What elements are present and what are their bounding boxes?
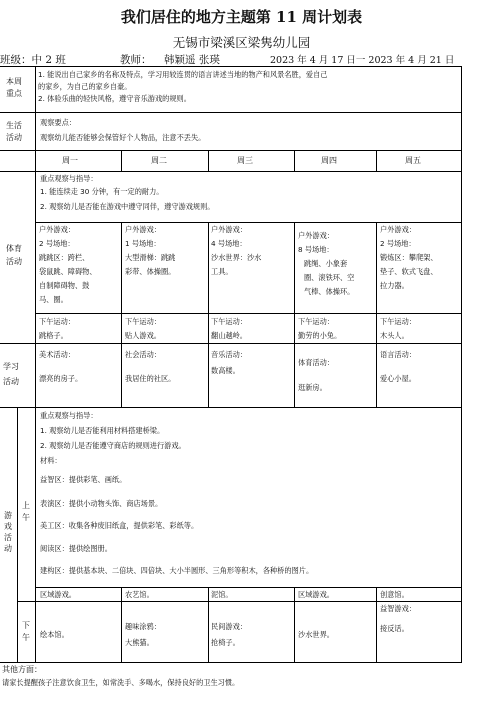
study-wed-title: 数高楼。: [211, 366, 240, 375]
other-text: 请家长提醒孩子注意饮食卫生，如常洗手、多喝水，保持良好的卫生习惯。: [2, 678, 240, 687]
focus-line-3: 2. 体验乐曲的轻快风格，遵守音乐游戏的规则。: [38, 94, 191, 103]
cell-text: 户外游戏：: [211, 225, 247, 234]
page-title: 我们居住的地方主题第 11 周计划表: [120, 8, 363, 26]
cell-text: 1 号场地：: [125, 239, 161, 248]
other-label: 其他方面：: [2, 665, 42, 674]
play-pm-tue-2: 大熊猫。: [125, 638, 154, 647]
play-morning-label: 上午: [22, 501, 30, 522]
study-thu-title: 逛新房。: [298, 383, 327, 392]
play-pm-mon: 绘本馆。: [40, 630, 69, 639]
cell-text: 自制障碍物、鼓: [39, 281, 90, 290]
pe-label-2: 活动: [6, 257, 22, 266]
play-area-thu: 区域游戏。: [298, 590, 334, 599]
pe-afternoon-mon: 跳格子。: [39, 331, 68, 340]
focus-label-1: 本周: [6, 77, 22, 86]
cell-text: 户外游戏：: [380, 225, 416, 234]
play-area-fri: 创意馆。: [380, 590, 409, 599]
play-area-wed: 泥馆。: [211, 590, 233, 599]
cell-text: 户外游戏：: [125, 225, 161, 234]
day-header-mon: 周一: [62, 156, 78, 165]
study-tue-title: 我居住的社区。: [125, 374, 176, 383]
study-thu-type: 体育活动：: [298, 358, 334, 367]
play-afternoon-label: 下午: [22, 621, 30, 642]
cell-text: 8 号场地：: [298, 245, 334, 254]
cell-text: 彩带、体操圈。: [125, 267, 176, 276]
pe-afternoon-tue: 贴人游戏。: [125, 331, 161, 340]
class-label: 班级：中 2 班: [0, 54, 66, 66]
pe-afternoon-fri: 木头人。: [380, 331, 409, 340]
cell-text: 2 号场地：: [39, 239, 75, 248]
play-line-7: 美工区：收集各种废旧纸盒，提供彩笔、彩纸等。: [40, 521, 199, 530]
cell-text: 圈、滚铁环、空: [304, 273, 355, 282]
play-line-4: 材料：: [40, 456, 62, 465]
cell-text: 跳跳区：跨栏、: [39, 253, 90, 262]
cell-text: 2 号场地：: [380, 239, 416, 248]
cell-text: 大型滑梯：跳跳: [125, 253, 176, 262]
cell-text: 跳绳、小象套: [304, 259, 348, 268]
cell-text: 垫子、软式飞盘、: [380, 267, 438, 276]
cell-text: 工具。: [211, 267, 233, 276]
play-pm-fri-2: 接反话。: [380, 624, 409, 633]
pe-line-3: 2. 观察幼儿是否能在游戏中遵守同伴，遵守游戏规则。: [40, 202, 215, 211]
pe-afternoon-mon-label: 下午运动：: [39, 317, 75, 326]
play-pm-wed-2: 抢椅子。: [211, 638, 240, 647]
study-mon-type: 美术活动：: [39, 350, 75, 359]
play-line-9: 建构区：提供基本块、二倍块、四倍块、大小半圆形、三角形等积木，各种桥的图片。: [40, 566, 314, 575]
day-header-fri: 周五: [405, 156, 421, 165]
life-line-2: 观察幼儿能否能够会保管好个人物品，注意不丢失。: [40, 133, 206, 142]
play-pm-fri-1: 益智游戏：: [380, 604, 416, 613]
play-label: 游戏活动: [4, 511, 12, 553]
play-line-2: 1. 观察幼儿是否能利用材料搭建桥梁。: [40, 426, 165, 435]
cell-text: 户外游戏：: [39, 225, 75, 234]
date-range: 2023 年 4 月 17 日一 2023 年 4 月 21 日: [270, 55, 455, 66]
pe-afternoon-tue-label: 下午运动：: [125, 317, 161, 326]
play-area-mon: 区域游戏。: [40, 590, 76, 599]
pe-afternoon-thu-label: 下午运动：: [298, 317, 334, 326]
focus-line-2: 的家乡，为自己的家乡自豪。: [38, 82, 132, 91]
study-tue-type: 社会活动：: [125, 350, 161, 359]
cell-text: 锻炼区：攀爬架、: [380, 253, 438, 262]
study-wed-type: 音乐活动：: [211, 350, 247, 359]
cell-text: 拉力器。: [380, 281, 409, 290]
pe-afternoon-fri-label: 下午运动：: [380, 317, 416, 326]
study-fri-type: 语言活动：: [380, 350, 416, 359]
study-label-1: 学习: [3, 362, 19, 371]
study-label-2: 活动: [3, 377, 19, 386]
teacher-names: 韩颖遥 张瑛: [164, 54, 220, 66]
cell-text: 户外游戏：: [298, 231, 334, 240]
life-label-1: 生活: [6, 121, 22, 130]
life-label-2: 活动: [6, 133, 22, 142]
play-pm-wed-1: 民间游戏：: [211, 622, 247, 631]
school-name: 无锡市梁溪区梁隽幼儿园: [172, 35, 311, 50]
focus-line-1: 1. 能说出自己家乡的名称及特点，学习用较连贯的语言讲述当地的物产和风景名胜，爱自己: [38, 70, 328, 79]
focus-label-2: 重点: [6, 89, 22, 98]
cell-text: 马、圈。: [39, 295, 68, 304]
play-line-3: 2. 观察幼儿是否能遵守商店的规则进行游戏。: [40, 441, 186, 450]
teacher-label: 教师：: [120, 54, 152, 66]
pe-line-1: 重点观察与指导：: [40, 174, 98, 183]
play-line-5: 益智区：提供彩笔、画纸。: [40, 475, 127, 484]
cell-text: 气棒、体操环。: [304, 287, 355, 296]
pe-afternoon-thu: 勤劳的小兔。: [298, 331, 342, 340]
life-line-1: 观察要点：: [40, 118, 76, 127]
cell-text: 沙水世界：沙水: [211, 253, 262, 262]
pe-line-2: 1. 能连续走 30 分钟，有一定的耐力。: [40, 187, 164, 196]
pe-afternoon-wed-label: 下午运动：: [211, 317, 247, 326]
pe-label-1: 体育: [6, 244, 22, 253]
study-mon-title: 漂亮的房子。: [39, 374, 83, 383]
play-area-tue: 农艺馆。: [125, 590, 154, 599]
cell-text: 袋鼠跳、障碍物、: [39, 267, 97, 276]
study-fri-title: 爱心小屋。: [380, 374, 416, 383]
play-pm-thu: 沙水世界。: [298, 630, 334, 639]
play-line-6: 表演区：提供小动物头饰、商店场景。: [40, 499, 163, 508]
play-line-8: 阅读区：提供绘图册。: [40, 544, 112, 553]
cell-text: 4 号场地：: [211, 239, 247, 248]
pe-afternoon-wed: 翻山越岭。: [211, 331, 247, 340]
day-header-tue: 周二: [151, 156, 167, 165]
play-pm-tue-1: 趣味涂鸦：: [125, 622, 161, 631]
day-header-thu: 周四: [321, 156, 337, 165]
day-header-wed: 周三: [237, 156, 253, 165]
play-line-1: 重点观察与指导：: [40, 411, 98, 420]
